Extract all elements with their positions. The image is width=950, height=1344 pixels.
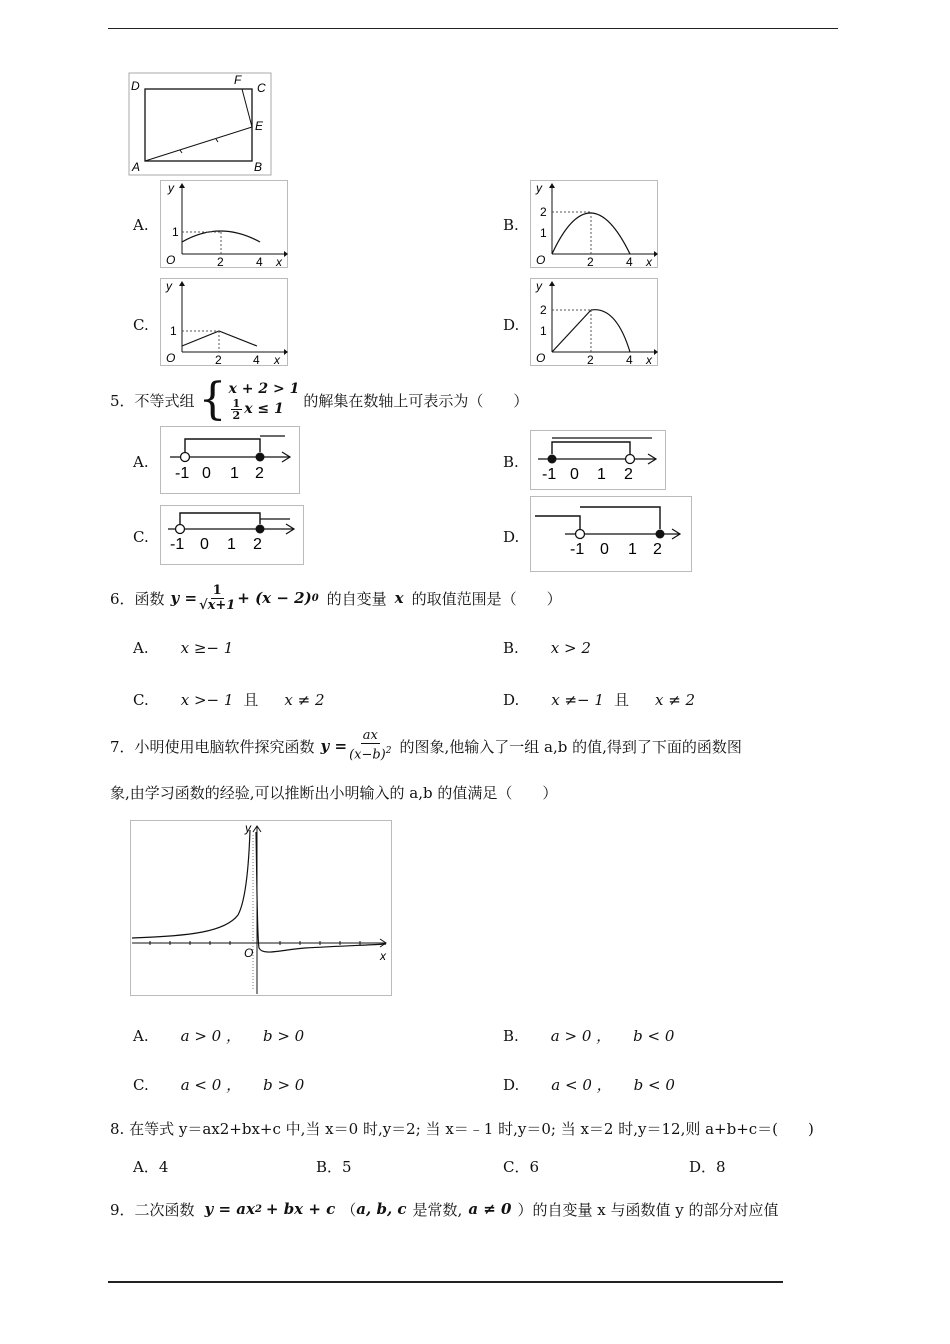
q5c-t-1: -1 [170,536,185,553]
q6-plus: + (x − 2) [237,589,312,607]
q4-graph-c[interactable] [160,278,288,366]
q7d-label: D. [503,1076,520,1094]
q5-option-b-label[interactable]: B. [503,453,519,471]
q7a-label: A. [133,1027,149,1045]
label-B: B [254,160,263,174]
q8-option-b[interactable]: B．5 [316,1158,352,1176]
q4b-one: 1 [540,226,547,240]
q7b-b: b < 0 [633,1027,675,1045]
q8-option-a[interactable]: A．4 [133,1158,169,1176]
q4a-o: O [166,253,176,267]
q7-suffix: 的图象,他输入了一组 a,b 的值,得到了下面的函数图 [399,737,742,756]
q9-suffix: ）的自变量 x 与函数值 y 的部分对应值 [517,1200,779,1219]
q4b-o: O [536,253,546,267]
q5d-t1: 1 [628,541,637,558]
q7d-b: b < 0 [633,1076,675,1094]
q7-num: ax [362,728,378,744]
q4-option-a-label[interactable]: A. [133,216,149,234]
q4b-y: y [536,181,542,195]
q4-option-b-label[interactable]: B. [503,216,519,234]
question-6 [110,578,562,618]
q6b-label: B. [503,639,519,657]
q4b-t2: 2 [587,255,594,268]
q6-option-a[interactable] [133,639,233,657]
question-9 [110,1196,779,1222]
q4a-t2: 2 [217,255,224,268]
q6d-conj: 且 [613,691,629,709]
q6c-text2: x ≠ 2 [284,691,325,709]
q6c-label: C. [133,691,149,709]
q5-ineq-2: x ≤ 1 [244,401,284,417]
q6-suffix: 的取值范围是（ ） [411,589,562,608]
q6-var: x [394,589,404,607]
q5-prefix: 5．不等式组 [110,391,195,410]
q7-graph-x: x [380,949,386,963]
q6d-text2: x ≠ 2 [654,691,696,709]
q5b-t2: 2 [624,466,633,483]
q5b-t-1: -1 [542,466,557,483]
q5d-t2: 2 [653,541,662,558]
q5b-t0: 0 [570,466,579,483]
question-7 [110,726,742,766]
q6-y: y = [170,589,198,607]
q9-paren: （ [341,1200,357,1219]
q4d-one: 1 [540,324,547,338]
q5-numberline-d[interactable] [530,496,692,572]
q9-formula2: + bx + c [265,1200,336,1218]
q5-numberline-c[interactable] [160,505,304,565]
q4c-peak: 1 [170,324,177,338]
q6-option-d[interactable] [503,689,695,710]
q4-graph-b[interactable] [530,180,658,268]
q7a-a: a > 0 ， [180,1027,241,1045]
q7b-label: B. [503,1027,519,1045]
label-D: D [131,79,140,93]
q5d-t-1: -1 [570,541,585,558]
q9-cond: a ≠ 0 [468,1200,512,1218]
q4c-x: x [274,353,280,366]
q4d-t4: 4 [626,353,633,366]
q4a-y: y [168,181,174,195]
label-C: C [257,81,266,95]
q5-suffix: 的解集在数轴上可表示为（ ） [303,391,529,410]
q7-graph-o: O [244,946,254,960]
q7c-label: C. [133,1076,149,1094]
q5-numberline-a[interactable] [160,426,300,494]
q7-line2: 象,由学习函数的经验,可以推断出小明输入的 a,b 的值满足（ ） [110,784,558,802]
q6d-text: x ≠− 1 [551,691,604,709]
q5-option-a-label[interactable]: A. [133,453,149,471]
q5a-t0: 0 [202,465,211,482]
q6-prefix: 6．函数 [110,589,165,608]
q9-mid: 是常数, [412,1200,463,1219]
q9-sup: 2 [254,1203,262,1215]
q8-option-c[interactable]: C．6 [503,1158,540,1176]
q4a-peak: 1 [172,225,179,239]
q4a-t4: 4 [256,255,263,268]
q9-prefix: 9．二次函数 [110,1200,195,1219]
brace-icon: { [198,374,227,425]
q5-system [198,374,300,425]
q4c-t2: 2 [215,353,222,366]
question-8: 8. 在等式 y＝ax2+bx+c 中,当 x＝0 时,y＝2; 当 x＝﹣1 时,y＝0; 当 x＝2 时,y＝12,则 a+b+c＝( ) [110,1120,814,1138]
q4c-o: O [166,351,176,365]
q4c-y: y [166,279,172,293]
q6c-conj: 且 [243,691,259,709]
q4d-x: x [646,353,652,366]
q5b-t1: 1 [597,466,606,483]
q6b-text: x > 2 [550,639,591,657]
q4-option-d-label[interactable]: D. [503,316,520,334]
q7-option-b[interactable] [503,1025,674,1046]
q5-ineq-1: x + 2 > 1 [228,380,300,397]
q9-consts: a, b, c [356,1200,407,1218]
q5c-t2: 2 [253,536,262,553]
q5-numberline-b[interactable] [530,430,666,490]
question-5 [110,372,528,428]
q4d-t2: 2 [587,353,594,366]
q7b-a: a > 0 ， [550,1027,612,1045]
q6-den: √x+1 [199,597,236,613]
label-A: A [132,160,141,174]
q7-option-a[interactable] [133,1025,304,1046]
q4b-t4: 4 [626,255,633,268]
q4d-peak: 2 [540,303,547,317]
q4a-x: x [276,255,282,268]
rectangle-figure [128,72,273,177]
q5-option-c-label[interactable]: C. [133,528,149,546]
q6-exp: 0 [311,592,319,604]
q4b-peak: 2 [540,205,547,219]
q4d-y: y [536,279,542,293]
q9-formula: y = ax [204,1200,255,1218]
q7d-a: a < 0 ， [551,1076,612,1094]
q6-num: 1 [212,582,222,598]
q7a-b: b > 0 [262,1027,305,1045]
q6-mid: 的自变量 [326,589,387,608]
q4d-o: O [536,351,546,365]
q5-frac-den: 2 [232,408,241,422]
q7-graph-y: y [245,821,251,835]
q5d-t0: 0 [600,541,609,558]
q6-option-c[interactable] [133,689,325,710]
q5a-t2: 2 [255,465,264,482]
q5c-t0: 0 [200,536,209,553]
q4-graph-d[interactable] [530,278,658,366]
label-F: F [234,73,242,87]
q7c-a: a < 0 ， [180,1076,242,1094]
q7-den-exp: 2 [385,746,392,757]
q6-option-b[interactable] [503,639,591,657]
q6d-label: D. [503,691,520,709]
footer-rule [108,1281,783,1283]
q5c-t1: 1 [227,536,236,553]
q5a-t-1: -1 [175,465,190,482]
q6a-label: A. [133,639,149,657]
q7-den: (x−b) [349,747,386,763]
q8-option-d[interactable]: D．8 [689,1158,726,1176]
q5-option-d-label[interactable]: D. [503,528,520,546]
q7-option-d[interactable] [503,1074,675,1095]
q7-prefix: 7．小明使用电脑软件探究函数 [110,737,315,756]
q7c-b: b > 0 [263,1076,305,1094]
header-rule [108,28,838,29]
q4c-t4: 4 [253,353,260,366]
q4-graph-a[interactable] [160,180,288,268]
q7-y: y = [320,737,348,755]
q4b-x: x [646,255,652,268]
q5a-t1: 1 [230,465,239,482]
q7-option-c[interactable] [133,1074,304,1095]
label-E: E [255,119,264,133]
q5-frac-num: 1 [232,396,241,410]
q6a-text: x ≥− 1 [180,639,234,657]
q7-function-graph [130,820,392,996]
q6c-text: x >− 1 [180,691,234,709]
q4-option-c-label[interactable]: C. [133,316,149,334]
